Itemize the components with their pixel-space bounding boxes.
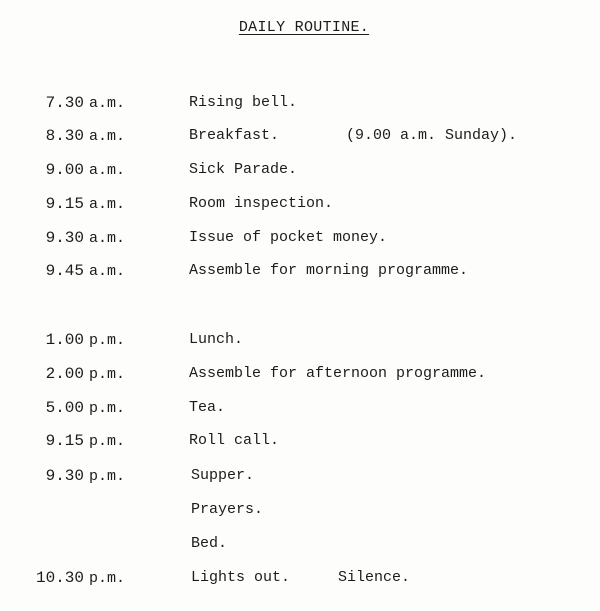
routine-activity: Lights out. [191,569,291,586]
routine-time-period: p.m. [89,570,126,587]
routine-time-number: 1.00 [45,331,84,349]
routine-row [0,229,600,251]
routine-time-period: p.m. [89,433,126,450]
routine-row [0,365,600,387]
routine-time-period: a.m. [89,230,126,247]
routine-time-number: 9.15 [45,195,84,213]
routine-time-number: 10.30 [36,569,85,587]
routine-row [0,501,600,523]
routine-time-number: 9.30 [45,467,84,485]
routine-time-period: a.m. [89,128,126,145]
routine-activity: Prayers. [191,501,264,518]
routine-activity: Breakfast. [189,127,280,144]
routine-row [0,195,600,217]
page-title [0,19,600,36]
routine-note: (9.00 a.m. Sunday). [346,127,518,144]
routine-time [36,569,144,587]
routine-activity: Sick Parade. [189,161,298,178]
routine-time-period: a.m. [89,162,126,179]
routine-time [36,432,144,450]
routine-row [0,94,600,116]
routine-time [36,399,144,417]
routine-activity: Lunch. [189,331,244,348]
routine-time [36,127,144,145]
routine-row [0,161,600,183]
routine-row [0,569,600,591]
routine-time-number: 5.00 [45,399,84,417]
routine-row [0,467,600,489]
routine-time [36,262,144,280]
routine-row [0,262,600,284]
routine-time-period: a.m. [89,95,126,112]
routine-activity: Rising bell. [189,94,298,111]
routine-time-number: 2.00 [45,365,84,383]
routine-time [36,229,144,247]
routine-activity: Roll call. [189,432,280,449]
routine-time [36,195,144,213]
routine-time-number: 8.30 [45,127,84,145]
routine-time [36,161,144,179]
routine-time-number: 9.30 [45,229,84,247]
routine-row [0,432,600,454]
routine-time-number: 9.15 [45,432,84,450]
routine-time-period: p.m. [89,400,126,417]
routine-row [0,331,600,353]
routine-note: Silence. [338,569,411,586]
routine-time-period: p.m. [89,468,126,485]
routine-time-number: 9.00 [45,161,84,179]
routine-time [36,331,144,349]
routine-activity: Bed. [191,535,228,552]
routine-activity: Room inspection. [189,195,334,212]
routine-row [0,399,600,421]
routine-time-period: p.m. [89,332,126,349]
routine-time [36,467,144,485]
routine-time-period: p.m. [89,366,126,383]
page-title-text: DAILY ROUTINE. [238,19,370,36]
routine-activity: Issue of pocket money. [189,229,388,246]
routine-activity: Supper. [191,467,255,484]
routine-row [0,535,600,557]
routine-activity: Tea. [189,399,226,416]
routine-time-period: a.m. [89,196,126,213]
routine-time-period: a.m. [89,263,126,280]
routine-activity: Assemble for afternoon programme. [189,365,487,382]
routine-time [36,94,144,112]
routine-time-number: 7.30 [45,94,84,112]
routine-activity: Assemble for morning programme. [189,262,469,279]
routine-time [36,365,144,383]
routine-time-number: 9.45 [45,262,84,280]
routine-row [0,127,600,149]
